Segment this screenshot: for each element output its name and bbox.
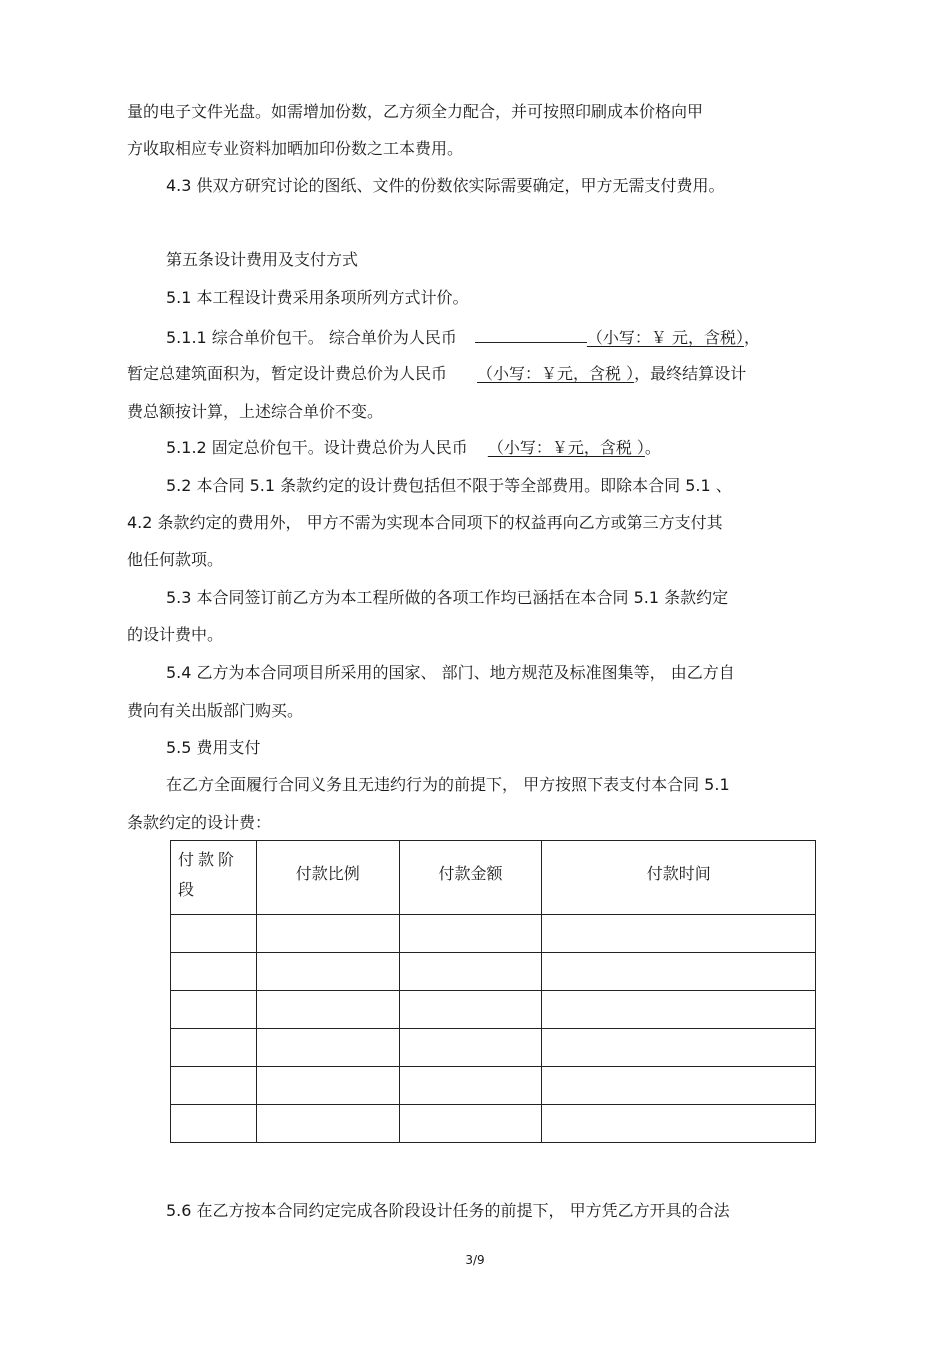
clause-text: 暂定总建筑面积为，暂定设计费总价为人民币 xyxy=(127,364,448,383)
table-cell xyxy=(171,1105,257,1143)
punctuation: 。 xyxy=(644,438,661,457)
table-cell xyxy=(399,1105,542,1143)
page-number: 3/9 xyxy=(465,1253,485,1267)
clause-text: 5.1.2 固定总价包干。设计费总价为人民币 xyxy=(166,438,468,457)
table-row xyxy=(171,1029,816,1067)
table-cell xyxy=(542,1029,816,1067)
table-row xyxy=(171,915,816,953)
table-cell xyxy=(542,1067,816,1105)
amount-note: （小写：￥ 元，含税） xyxy=(586,328,744,347)
table-header-row xyxy=(171,841,816,915)
paragraph-line: 4.2 条款约定的费用外， 甲方不需为实现本合同项下的权益再向乙方或第三方支付其 xyxy=(127,513,723,532)
table-cell xyxy=(542,1105,816,1143)
paragraph-line: 条款约定的设计费： xyxy=(127,813,272,832)
column-header-stage: 付款阶段 xyxy=(171,841,257,915)
fill-blank xyxy=(475,326,587,343)
table-cell xyxy=(171,953,257,991)
paragraph-line: 费向有关出版部门购买。 xyxy=(127,701,304,720)
punctuation: ， xyxy=(743,328,760,347)
table-cell xyxy=(399,953,542,991)
table-cell xyxy=(542,953,816,991)
table-cell xyxy=(542,991,816,1029)
table-cell xyxy=(256,1067,399,1105)
paragraph-line: 在乙方全面履行合同义务且无违约行为的前提下， 甲方按照下表支付本合同 5.1 xyxy=(166,775,730,794)
clause-5-6: 5.6 在乙方按本合同约定完成各阶段设计任务的前提下， 甲方凭乙方开具的合法 xyxy=(166,1201,730,1220)
amount-note: （小写：￥元，含税 ） xyxy=(487,438,645,457)
table-cell xyxy=(256,1105,399,1143)
table-cell xyxy=(256,915,399,953)
table-row xyxy=(171,953,816,991)
paragraph-line: 的设计费中。 xyxy=(127,625,224,644)
clause-5-1-2 xyxy=(166,438,661,458)
clause-5-4: 5.4 乙方为本合同项目所采用的国家、 部门、地方规范及标准图集等， 由乙方自 xyxy=(166,663,735,682)
clause-5-1: 5.1 本工程设计费采用条项所列方式计价。 xyxy=(166,288,469,307)
paragraph-line: 费总额按计算，上述综合单价不变。 xyxy=(127,402,384,421)
clause-text: ，最终结算设计 xyxy=(634,364,747,383)
paragraph-line: 方收取相应专业资料加晒加印份数之工本费用。 xyxy=(127,139,464,158)
table-row xyxy=(171,991,816,1029)
table-cell xyxy=(399,1029,542,1067)
table-row xyxy=(171,1067,816,1105)
paragraph-line xyxy=(127,364,746,384)
table-cell xyxy=(171,915,257,953)
table-cell xyxy=(256,953,399,991)
table-cell xyxy=(171,991,257,1029)
table-cell xyxy=(542,915,816,953)
table-cell xyxy=(256,991,399,1029)
clause-5-5: 5.5 费用支付 xyxy=(166,738,261,757)
paragraph-line: 量的电子文件光盘。如需增加份数，乙方须全力配合，并可按照印刷成本价格向甲 xyxy=(127,102,704,121)
clause-5-3: 5.3 本合同签订前乙方为本工程所做的各项工作均已涵括在本合同 5.1 条款约定 xyxy=(166,588,729,607)
table-cell xyxy=(399,1067,542,1105)
table-cell xyxy=(256,1029,399,1067)
clause-5-2: 5.2 本合同 5.1 条款约定的设计费包括但不限于等全部费用。即除本合同 5.1 、 xyxy=(166,476,732,495)
column-header-amount: 付款金额 xyxy=(399,841,542,915)
table-cell xyxy=(171,1029,257,1067)
column-header-time: 付款时间 xyxy=(542,841,816,915)
table-row xyxy=(171,1105,816,1143)
clause-5-1-1 xyxy=(166,326,760,348)
table-cell xyxy=(399,991,542,1029)
table-cell xyxy=(399,915,542,953)
clause-4-3: 4.3 供双方研究讨论的图纸、文件的份数依实际需要确定，甲方无需支付费用。 xyxy=(166,176,725,195)
payment-table xyxy=(170,840,816,1143)
table-cell xyxy=(171,1067,257,1105)
section-heading: 第五条设计费用及支付方式 xyxy=(166,250,359,269)
amount-note: （小写：￥元，含税 ） xyxy=(477,364,635,383)
column-header-ratio: 付款比例 xyxy=(256,841,399,915)
paragraph-line: 他任何款项。 xyxy=(127,550,224,569)
clause-text: 5.1.1 综合单价包干。 综合单价为人民币 xyxy=(166,328,457,347)
